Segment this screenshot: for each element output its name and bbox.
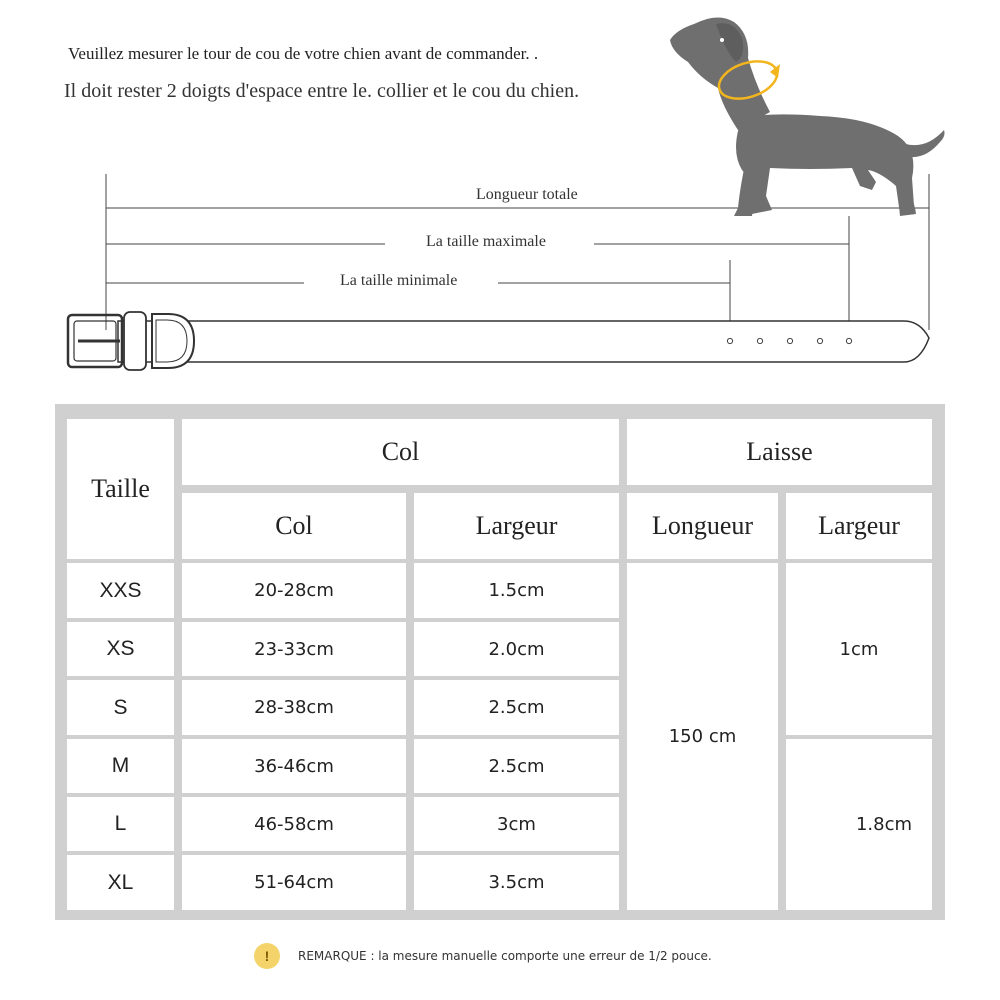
max-size-label: La taille maximale	[420, 233, 552, 251]
d-ring	[152, 314, 194, 368]
size-cell: XL	[67, 855, 174, 910]
width-cell: 2.5cm	[414, 680, 619, 735]
collar-hole	[817, 338, 822, 343]
keeper-loop	[124, 312, 146, 370]
col-cell: 36-46cm	[182, 739, 406, 793]
width-cell: 1.5cm	[414, 563, 619, 618]
leash-length-subheader: Longueur	[627, 493, 778, 559]
size-cell: XXS	[67, 563, 174, 618]
col-cell: 28-38cm	[182, 680, 406, 735]
col-cell: 46-58cm	[182, 797, 406, 851]
collar-hole	[846, 338, 851, 343]
col-cell: 23-33cm	[182, 622, 406, 676]
width-cell: 3.5cm	[414, 855, 619, 910]
leash-length-cell: 150 cm	[627, 563, 778, 910]
collar-hole	[757, 338, 762, 343]
col-group-header: Col	[182, 419, 619, 485]
size-cell: S	[67, 680, 174, 735]
min-size-label: La taille minimale	[334, 272, 463, 290]
width-cell: 2.5cm	[414, 739, 619, 793]
dog-icon	[670, 17, 945, 216]
col-subheader: Col	[182, 493, 406, 559]
size-table	[55, 404, 945, 920]
col-cell: 51-64cm	[182, 855, 406, 910]
collar-hole	[787, 338, 792, 343]
leash-width-small-cell: 1cm	[786, 563, 932, 735]
total-length-label: Longueur totale	[470, 186, 584, 204]
size-cell: XS	[67, 622, 174, 676]
leash-group-header: Laisse	[627, 419, 932, 485]
col-width-subheader: Largeur	[414, 493, 619, 559]
size-header: Taille	[67, 419, 174, 559]
collar-hole	[727, 338, 732, 343]
width-cell: 2.0cm	[414, 622, 619, 676]
leash-width-subheader: Largeur	[786, 493, 932, 559]
size-cell: L	[67, 797, 174, 851]
collar-strap	[118, 321, 929, 362]
leash-width-large-cell: 1.8cm	[786, 739, 932, 910]
dog-eye	[720, 38, 724, 42]
size-cell: M	[67, 739, 174, 793]
col-cell: 20-28cm	[182, 563, 406, 618]
instruction-line-1: Veuillez mesurer le tour de cou de votre chien avant de commander. .	[68, 44, 539, 63]
measurement-note	[254, 943, 712, 969]
note-text: REMARQUE : la mesure manuelle comporte une erreur de 1/2 pouce.	[298, 949, 712, 963]
instruction-line-2: Il doit rester 2 doigts d'espace entre le. collier et le cou du chien.	[64, 80, 580, 102]
width-cell: 3cm	[414, 797, 619, 851]
warning-icon: !	[254, 943, 280, 969]
